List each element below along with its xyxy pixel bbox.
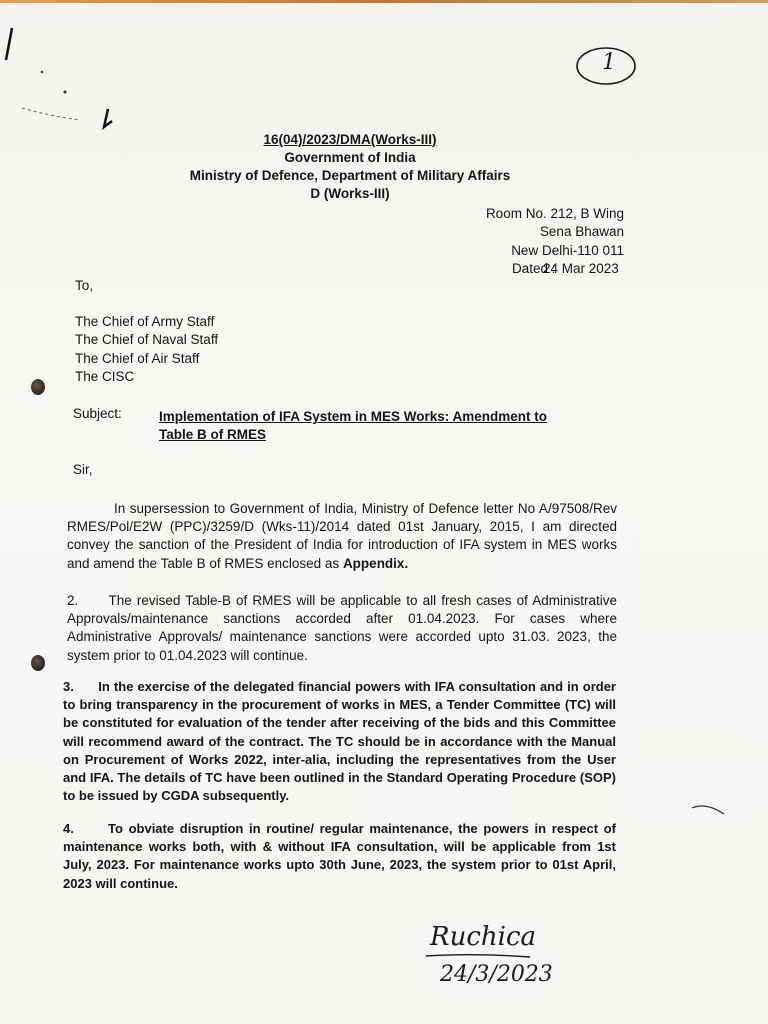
recipient: The Chief of Air Staff	[75, 351, 200, 366]
page-top-edge	[0, 0, 768, 3]
signature-underline	[424, 952, 534, 960]
punch-hole	[31, 655, 45, 671]
margin-marks	[0, 20, 100, 140]
recipient: The Chief of Army Staff	[75, 314, 215, 329]
page-number: 1	[602, 50, 616, 75]
signature-name: Ruchica	[430, 922, 537, 952]
recipient: The Chief of Naval Staff	[75, 332, 219, 347]
punch-hole	[31, 379, 45, 395]
paragraph-1	[67, 500, 617, 573]
margin-mark	[690, 800, 730, 820]
dated-label: Dated :	[512, 261, 556, 276]
paragraph-4: 4. To obviate disruption in routine/ regular maintenance, the powers in respect of maintenance works both, with & without IFA consultation, will be applicable from 1st July, 2023. For maintenance works upto 30th June, 2023, the system prior to 01st April, 2023 will continue.	[63, 821, 620, 891]
address-building: Sena Bhawan	[539, 224, 624, 239]
pen-mark	[100, 105, 124, 133]
subject-line-2: Table B of RMES	[159, 427, 267, 442]
salutation: Sir,	[73, 462, 93, 477]
address-room: Room No. 212, B Wing	[485, 206, 624, 221]
appendix-ref: Appendix.	[342, 555, 409, 571]
paragraph-2: 2. The revised Table-B of RMES will be applicable to all fresh cases of Administrative Approvals/maintenance sanctions accorded after 01.04.2023. For cases where Administrative Approvals/ maintenance sanctions were accorded upto 31.03. 2023, the system prior to 01.04.2023 will continue.	[67, 593, 621, 663]
ministry-line: Ministry of Defence, Department of Military Affairs	[189, 168, 511, 183]
paragraph-3: 3. In the exercise of the delegated financial powers with IFA consultation and in order to bring transparency in the procurement of works in MES, a Tender Committee (TC) will be constituted for evaluation of the tender after receiving of the bids and this Committee will recommend award of the contract. The TC should be in accordance with the Manual on Procurement of Works 2022, inter-alia, including the representatives from the User and IFA. The details of TC have been outlined in the Standard Operating Procedure (SOP) to be issued by CGDA subsequently.	[63, 679, 620, 804]
address-city: New Delhi-110 011	[511, 243, 624, 258]
section-line: D (Works-III)	[310, 186, 390, 201]
subject-label: Subject:	[73, 406, 122, 421]
subject-line-1: Implementation of IFA System in MES Works: Amendment to	[159, 409, 548, 424]
signature-date: 24/3/2023	[440, 962, 553, 987]
to-label: To,	[75, 278, 94, 293]
file-number: 16(04)/2023/DMA(Works-III)	[263, 132, 437, 147]
recipient: The CISC	[75, 369, 135, 384]
paragraph-1-text: In supersession to Government of India, Ministry of Defence letter No A/97508/Rev RMES/Pol/E2W (PPC)/3259/D (Wks-11)/2014 dated 01st January, 2015, I am directed convey the sanction of the President of India for introduction of IFA system in MES works and amend the Table B of RMES enclosed as	[67, 501, 617, 571]
dated-value: 24 Mar 2023	[543, 261, 619, 276]
government-line: Government of India	[284, 150, 416, 165]
